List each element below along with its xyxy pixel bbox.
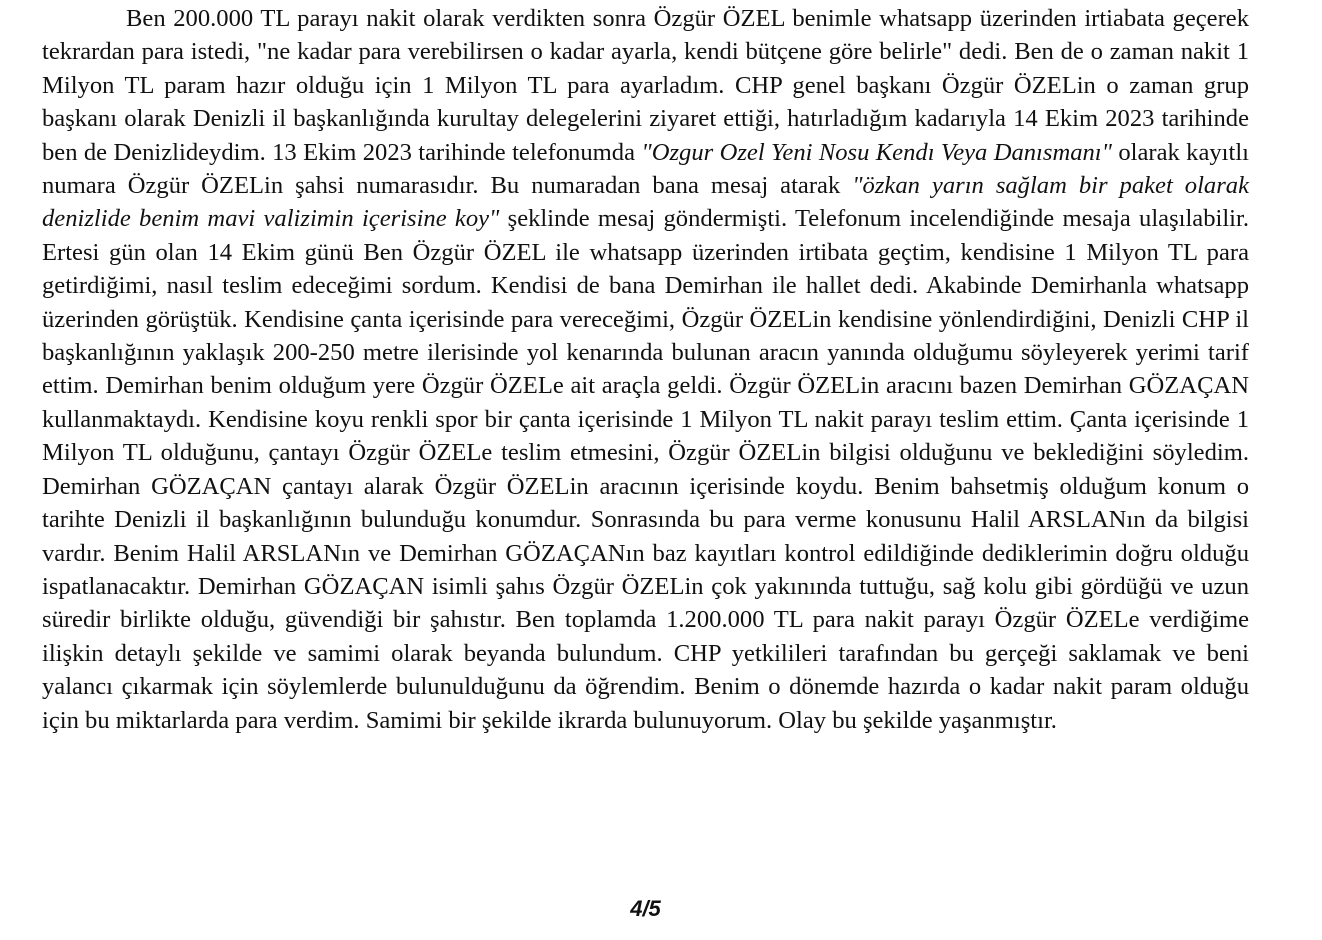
message-quote: "özkan yarın sağlam bir paket olarak denizlide benim mavi valizimin içerisine koy" xyxy=(42,172,1249,233)
page-number: 4/5 xyxy=(630,896,661,921)
paragraph-text-part-2: olarak kayıtlı numara Özgür ÖZELin şahsi numarasıdır. Bu numaradan bana mesaj atarak xyxy=(42,138,1249,200)
paragraph-text-part-1: Ben 200.000 TL parayı nakit olarak verdikten sonra Özgür ÖZEL benimle whatsapp üzerinden irtiabata geçerek tekrardan para istedi, "ne kadar para verebilirsen o kadar ayarla, kendi bütçene göre belirle" dedi. Ben de o zaman nakit 1 Milyon TL param hazır olduğu için 1 Milyon TL para ayarladım. CHP genel başkanı Özgür ÖZELin o zaman grup başkanı olarak Denizli il başkanlığında kurultay delegelerini ziyaret ettiği, hatırladığım kadarıyla 14 Ekim 2023 tarihinde ben de Denizlideydim. 13 Ekim 2023 tarihinde telefonumda xyxy=(42,5,1249,166)
statement-paragraph xyxy=(42,0,1249,737)
document-page xyxy=(42,0,1249,940)
paragraph-text-part-3: şeklinde mesaj göndermişti. Telefonum incelendiğinde mesaja ulaşılabilir. Ertesi gün olan 14 Ekim günü Ben Özgür ÖZEL ile whatsapp üzerinden irtibata geçtim, kendisine 1 Milyon TL para getirdiğimi, nasıl teslim edeceğimi sordum. Kendisi de bana Demirhan ile hallet dedi. Akabinde Demirhanla whatsapp üzerinden görüştük. Kendisine çanta içerisinde para vereceğimi, Özgür ÖZELin kendisine yönlendirdiğini, Denizli CHP il başkanlığının yaklaşık 200-250 metre ilerisinde yol kenarında bulunan aracın yanında olduğumu söyleyerek yerimi tarif ettim. Demirhan benim olduğum yere Özgür ÖZELe ait araçla geldi. Özgür ÖZELin aracını bazen Demirhan GÖZAÇAN kullanmaktaydı. Kendisine koyu renkli spor bir çanta içerisinde 1 Milyon TL nakit parayı teslim ettim. Çanta içerisinde 1 Milyon TL olduğunu, çantayı Özgür ÖZELe teslim etmesini, Özgür ÖZELin bilgisi olduğunu ve beklediğini söyledim. Demirhan GÖZAÇAN çantayı alarak Özgür ÖZELin aracının içerisinde koydu. Benim bahsetmiş olduğum konum o tarihte Denizli il başkanlığının bulunduğu konumdur. Sonrasında bu para verme konusunu Halil ARSLANın da bilgisi vardır. Benim Halil ARSLANın ve Demirhan GÖZAÇANın baz kayıtları kontrol edildiğinde dediklerimin doğru olduğu ispatlanacaktır. Demirhan GÖZAÇAN isimli şahıs Özgür ÖZELin çok yakınında tuttuğu, sağ kolu gibi gördüğü ve uzun süredir birlikte olduğu, güvendiği bir şahıstır. Ben toplamda 1.200.000 TL para nakit parayı Özgür ÖZELe verdiğime ilişkin detaylı şekilde ve samimi olarak beyanda bulundum. CHP yetkilileri tarafından bu gerçeği saklamak ve beni yalancı çıkarmak için söylemlerde bulunulduğunu da öğrendim. Benim o dönemde hazırda o kadar nakit param olduğu için bu miktarlarda para verdim. Samimi bir şekilde ikrarda bulunuyorum. Olay bu şekilde yaşanmıştır. xyxy=(42,205,1249,734)
contact-name-quote: "Ozgur Ozel Yeni Nosu Kendı Veya Danısmanı" xyxy=(641,138,1112,166)
